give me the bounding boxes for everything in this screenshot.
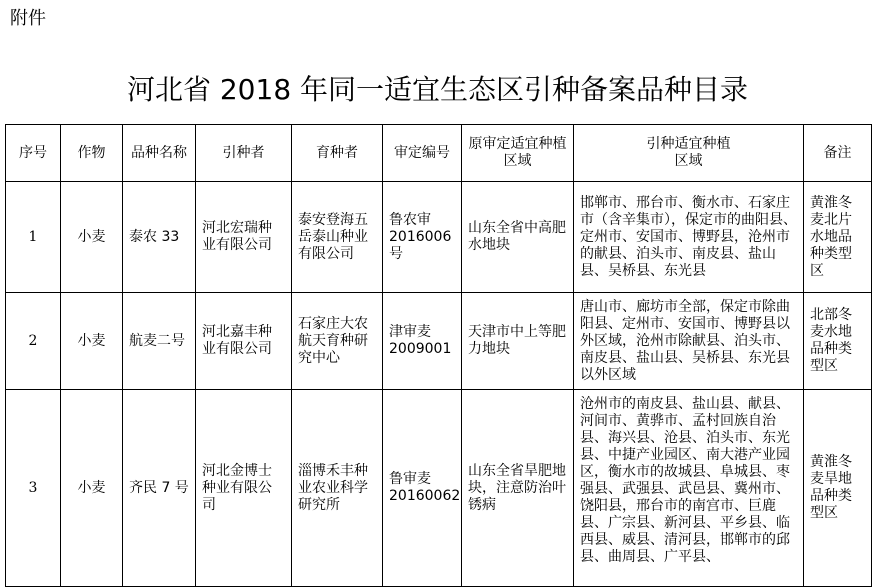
cell-crop: 小麦 [61,293,123,390]
cell-introducer: 河北宏瑞种业有限公司 [196,182,292,293]
cell-intro-area: 邯郸市、邢台市、衡水市、石家庄市（含辛集市），保定市的曲阳县、定州市、安国市、博野县，沧州市的献县、泊头市、南皮县、盐山县、吴桥县、东光县 [574,182,804,293]
cell-intro-area: 沧州市的南皮县、盐山县、献县、河间市、黄骅市、孟村回族自治县、海兴县、沧县、泊头市、东光县、中捷产业园区、南大港产业园区，衡水市的故城县、阜城县、枣强县、武强县、武邑县、冀州市、饶阳县，邢台市的南宫市、巨鹿县、广宗县、新河县、平乡县、临西县、威县、清河县，邯郸市的邱县、曲周县、广平县、 [574,390,804,587]
document-title: 河北省 2018 年同一适宜生态区引种备案品种目录 [126,73,749,106]
cell-approval-no: 鲁农审2016006号 [383,182,462,293]
cell-orig-area: 天津市中上等肥力地块 [462,293,574,390]
variety-table [5,124,872,587]
cell-intro-area: 唐山市、廊坊市全部，保定市除曲阳县、定州市、安国市、博野县以外区域，沧州市除献县、泊头市、南皮县、盐山县、吴桥县、东光县以外区域 [574,293,804,390]
header-seq: 序号 [6,125,61,182]
table-header-row [6,125,872,182]
cell-breeder: 泰安登海五岳泰山种业有限公司 [292,182,383,293]
header-orig-area: 原审定适宜种植区域 [462,125,574,182]
header-intro-area: 引种适宜种植区域 [574,125,804,182]
cell-seq: 1 [6,182,61,293]
header-breeder: 育种者 [292,125,383,182]
cell-crop: 小麦 [61,182,123,293]
header-crop: 作物 [61,125,123,182]
cell-orig-area: 山东全省旱肥地块，注意防治叶锈病 [462,390,574,587]
cell-crop: 小麦 [61,390,123,587]
header-variety: 品种名称 [123,125,196,182]
cell-introducer: 河北嘉丰种业有限公司 [196,293,292,390]
cell-breeder: 石家庄大农航天育种研究中心 [292,293,383,390]
header-note: 备注 [804,125,872,182]
cell-variety: 齐民 7 号 [123,390,196,587]
cell-seq: 3 [6,390,61,587]
table-row [6,293,872,390]
cell-orig-area: 山东全省中高肥水地块 [462,182,574,293]
cell-note: 北部冬麦水地品种类型区 [804,293,872,390]
cell-variety: 泰农 33 [123,182,196,293]
cell-approval-no: 鲁审麦20160062 [383,390,462,587]
attachment-label: 附件 [10,8,46,29]
cell-breeder: 淄博禾丰种业农业科学研究所 [292,390,383,587]
cell-variety: 航麦二号 [123,293,196,390]
header-approval-no: 审定编号 [383,125,462,182]
table-row [6,182,872,293]
cell-approval-no: 津审麦2009001 [383,293,462,390]
cell-note: 黄淮冬麦旱地品种类型区 [804,390,872,587]
header-introducer: 引种者 [196,125,292,182]
table-row [6,390,872,587]
cell-note: 黄淮冬麦北片水地品种类型区 [804,182,872,293]
cell-seq: 2 [6,293,61,390]
cell-introducer: 河北金博士种业有限公司 [196,390,292,587]
